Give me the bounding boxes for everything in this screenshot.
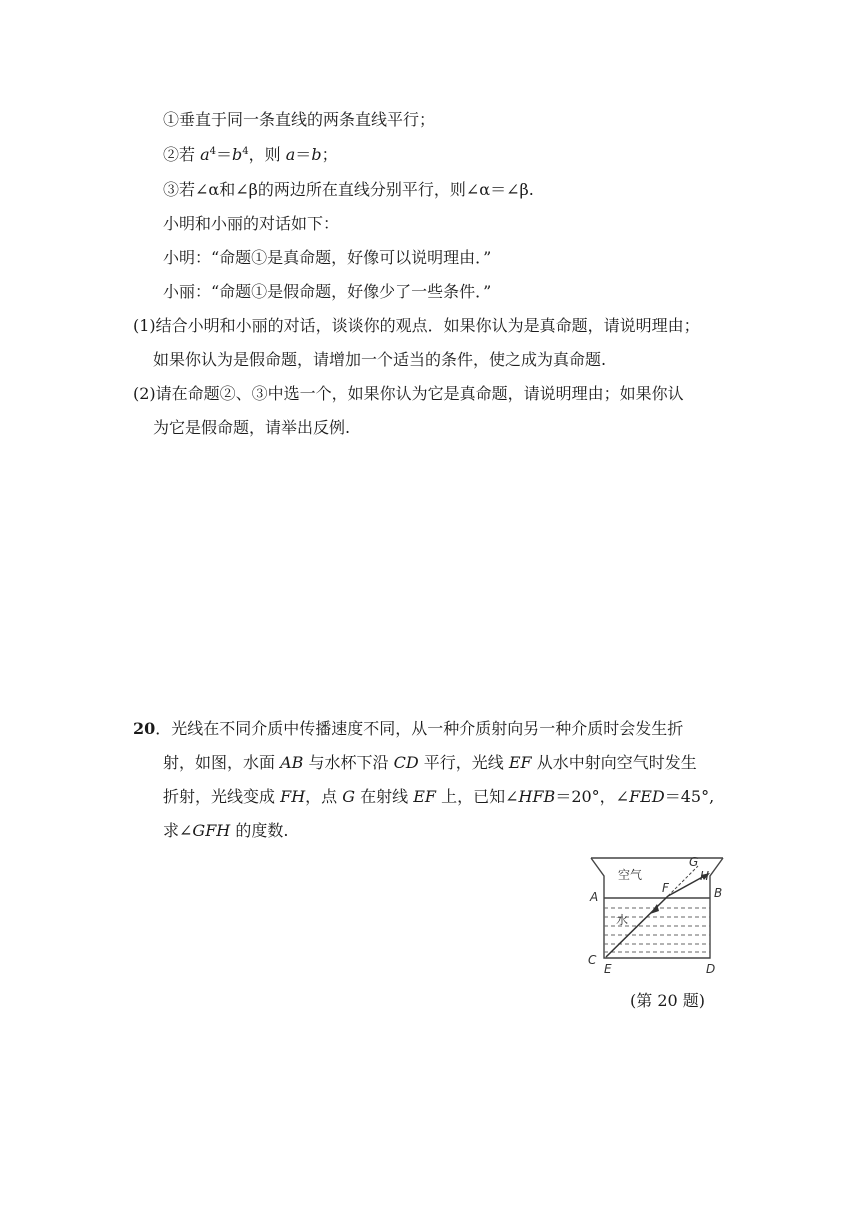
segment-CD: CD (393, 753, 419, 772)
var-b: b (232, 145, 243, 164)
text: ，点 (305, 787, 343, 806)
statement-2-end: ； (321, 145, 338, 164)
xiaoming-quote: 小明：“命题①是真命题，好像可以说明理由．” (163, 248, 492, 267)
statement-2 (163, 144, 338, 166)
angle-FED: FED (629, 787, 665, 806)
point-G: G (342, 787, 356, 806)
figure-caption: (第 20 题) (630, 991, 706, 1010)
label-water: 水 (616, 913, 629, 927)
statement-2-mid: ，则 (248, 145, 286, 164)
text: 平行，光线 (418, 753, 509, 772)
label-air: 空气 (618, 868, 643, 882)
text: 折射，光线变成 (163, 787, 281, 806)
label-A: A (590, 890, 599, 904)
question-2-line-2: 为它是假命题，请举出反例. (153, 418, 351, 437)
label-E: E (604, 962, 612, 976)
problem-20-line-4 (163, 820, 288, 842)
dashed-ray-FG (668, 866, 698, 896)
segment-EF: EF (508, 753, 532, 772)
label-D: D (706, 962, 716, 976)
angle-GFH: GFH (192, 821, 231, 840)
figure-svg (586, 852, 736, 982)
problem-number: 20 (133, 719, 156, 738)
text: 射，如图，水面 (163, 753, 281, 772)
label-G: G (689, 855, 699, 869)
var-b: b (311, 145, 322, 164)
label-C: C (588, 953, 597, 967)
statement-1: ①垂直于同一条直线的两条直线平行； (163, 110, 436, 129)
equals: ＝ (216, 145, 233, 164)
var-a: a (200, 145, 210, 164)
text: 上，已知∠ (436, 787, 519, 806)
label-F: F (662, 881, 669, 895)
problem-20-text: ．光线在不同介质中传播速度不同，从一种介质射向另一种介质时会发生折 (155, 719, 684, 738)
text: 与水杯下沿 (303, 753, 394, 772)
text: 求∠ (163, 821, 193, 840)
problem-20-line-1 (133, 718, 683, 740)
text: 从水中射向空气时发生 (531, 753, 697, 772)
refraction-figure (586, 852, 736, 986)
question-1-line-1: (1)结合小明和小丽的对话，谈谈你的观点．如果你认为是真命题，请说明理由； (133, 316, 700, 335)
label-H: H (700, 869, 710, 883)
question-2-line-1: (2)请在命题②、③中选一个，如果你认为它是真命题，请说明理由；如果你认 (133, 384, 684, 403)
equals: ＝ (295, 145, 312, 164)
text: ＝20°，∠ (555, 787, 630, 806)
segment-AB: AB (280, 753, 304, 772)
ray-EF: EF (413, 787, 436, 806)
text: 在射线 (355, 787, 414, 806)
question-1-line-2: 如果你认为是假命题，请增加一个适当的条件，使之成为真命题. (153, 350, 607, 369)
problem-20-line-2 (163, 752, 697, 774)
angle-HFB: HFB (518, 787, 556, 806)
text: ＝45°, (664, 787, 715, 806)
problem-20-line-3 (163, 786, 714, 808)
exponent: 4 (209, 146, 217, 157)
xiaoli-quote: 小丽：“命题①是假命题，好像少了一些条件．” (163, 282, 492, 301)
exponent: 4 (242, 146, 249, 157)
var-a: a (285, 145, 296, 164)
statement-2-prefix: ②若 (163, 145, 201, 164)
dialog-intro: 小明和小丽的对话如下： (163, 214, 340, 233)
segment-FH: FH (280, 787, 306, 806)
statement-3: ③若∠α和∠β的两边所在直线分别平行，则∠α＝∠β. (163, 180, 534, 199)
label-B: B (714, 886, 723, 900)
text: 的度数. (230, 821, 289, 840)
